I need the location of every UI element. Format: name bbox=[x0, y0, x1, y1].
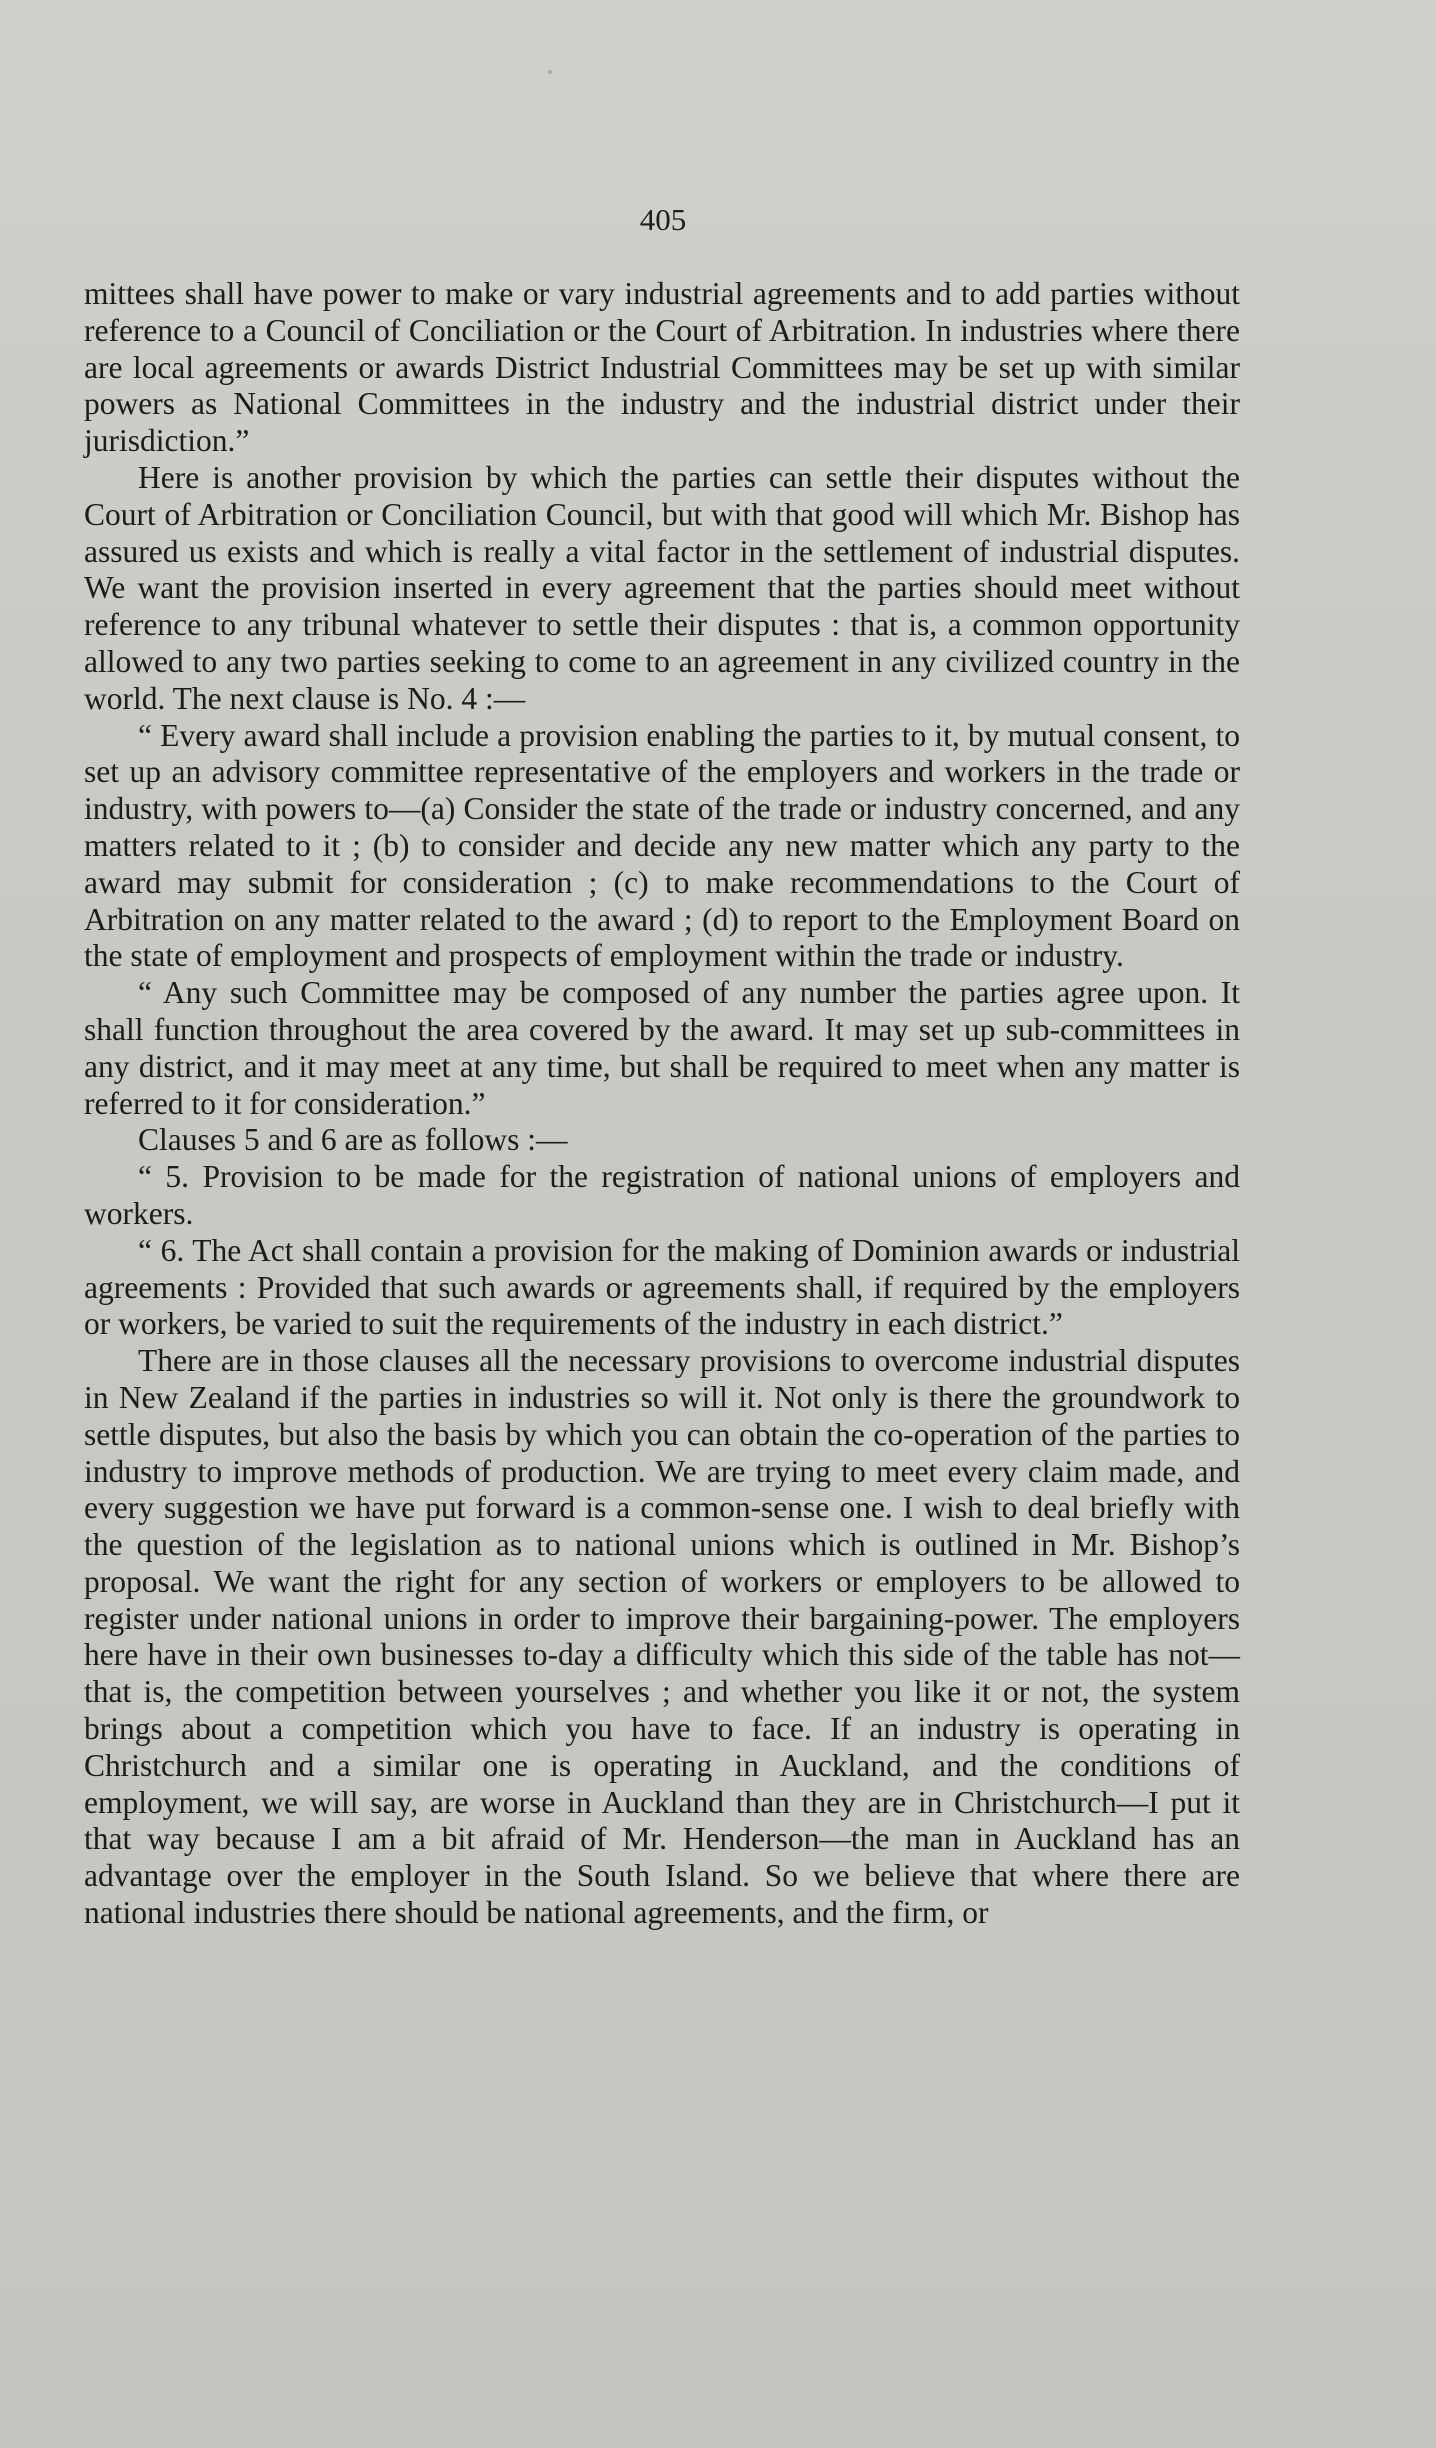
paper-speck bbox=[548, 70, 552, 74]
paragraph: Here is another provision by which the parties can settle their disputes without the Court of Arbitration or Conciliation Council, but with that good will which Mr. Bishop has assured us exists and which is really a vital factor in the settlement of industrial disputes. We want the provision inserted in every agreement that the parties should meet without reference to any tribunal whatever to settle their disputes : that is, a common opportunity allowed to any two parties seeking to come to an agreement in any civilized country in the world. The next clause is No. 4 :— bbox=[84, 459, 1240, 716]
paragraph: “ Any such Committee may be composed of any number the parties agree upon. It shall function throughout the area covered by the award. It may set up sub-committees in any district, and it may meet at any time, but shall be required to meet when any matter is referred to it for consideration.” bbox=[84, 975, 1240, 1121]
paragraph: “ 5. Provision to be made for the registration of national unions of employers and workers. bbox=[84, 1159, 1240, 1231]
paragraph: Clauses 5 and 6 are as follows :— bbox=[138, 1122, 568, 1158]
paragraph: mittees shall have power to make or vary industrial agreements and to add parties without reference to a Council of Conciliation or the Court of Arbitration. In industries where there are local agreements or awards District Industrial Committees may be set up with similar powers as National Committees in the industry and the industrial district under their jurisdiction.” bbox=[84, 276, 1240, 459]
paragraph: “ Every award shall include a provision enabling the parties to it, by mutual consent, to set up an advisory committee representative of the employers and workers in the trade or industry, with powers to—(a) Consider the state of the trade or industry concerned, and any matters related to it ; (b) to consider and decide any new matter which any party to the award may submit for consideration ; (c) to make recommendations to the Court of Arbitration on any matter related to the award ; (d) to report to the Employment Board on the state of employment and prospects of employment within the trade or industry. bbox=[84, 717, 1240, 974]
paragraph: “ 6. The Act shall contain a provision for the making of Dominion awards or industrial agreements : Provided that such awards or agreements shall, if required by the employers or workers, be varied to suit the requirements of the industry in each district.” bbox=[84, 1232, 1240, 1342]
page-number: 405 bbox=[639, 202, 687, 237]
body-text bbox=[84, 276, 1240, 1932]
paragraph: There are in those clauses all the necessary provisions to overcome industrial disputes in New Zealand if the parties in industries so will it. Not only is there the groundwork to settle disputes, but also the basis by which you can obtain the co-operation of the parties to industry to improve methods of production. We are trying to meet every claim made, and every suggestion we have put forward is a common-sense one. I wish to deal briefly with the question of the legislation as to national unions which is outlined in Mr. Bishop’s proposal. We want the right for any section of workers or employers to be allowed to register under national unions in order to improve their bargaining-power. The employers here have in their own businesses to-day a difficulty which this side of the table has not—that is, the competition between yourselves ; and whether you like it or not, the system brings about a competition which you have to face. If an industry is operating in Christchurch and a similar one is operating in Auckland, and the conditions of employment, we will say, are worse in Auckland than they are in Christchurch—I put it that way because I am a bit afraid of Mr. Henderson—the man in Auckland has an advantage over the employer in the South Island. So we believe that where there are national industries there should be national agreements, and the firm, or bbox=[84, 1343, 1240, 1931]
